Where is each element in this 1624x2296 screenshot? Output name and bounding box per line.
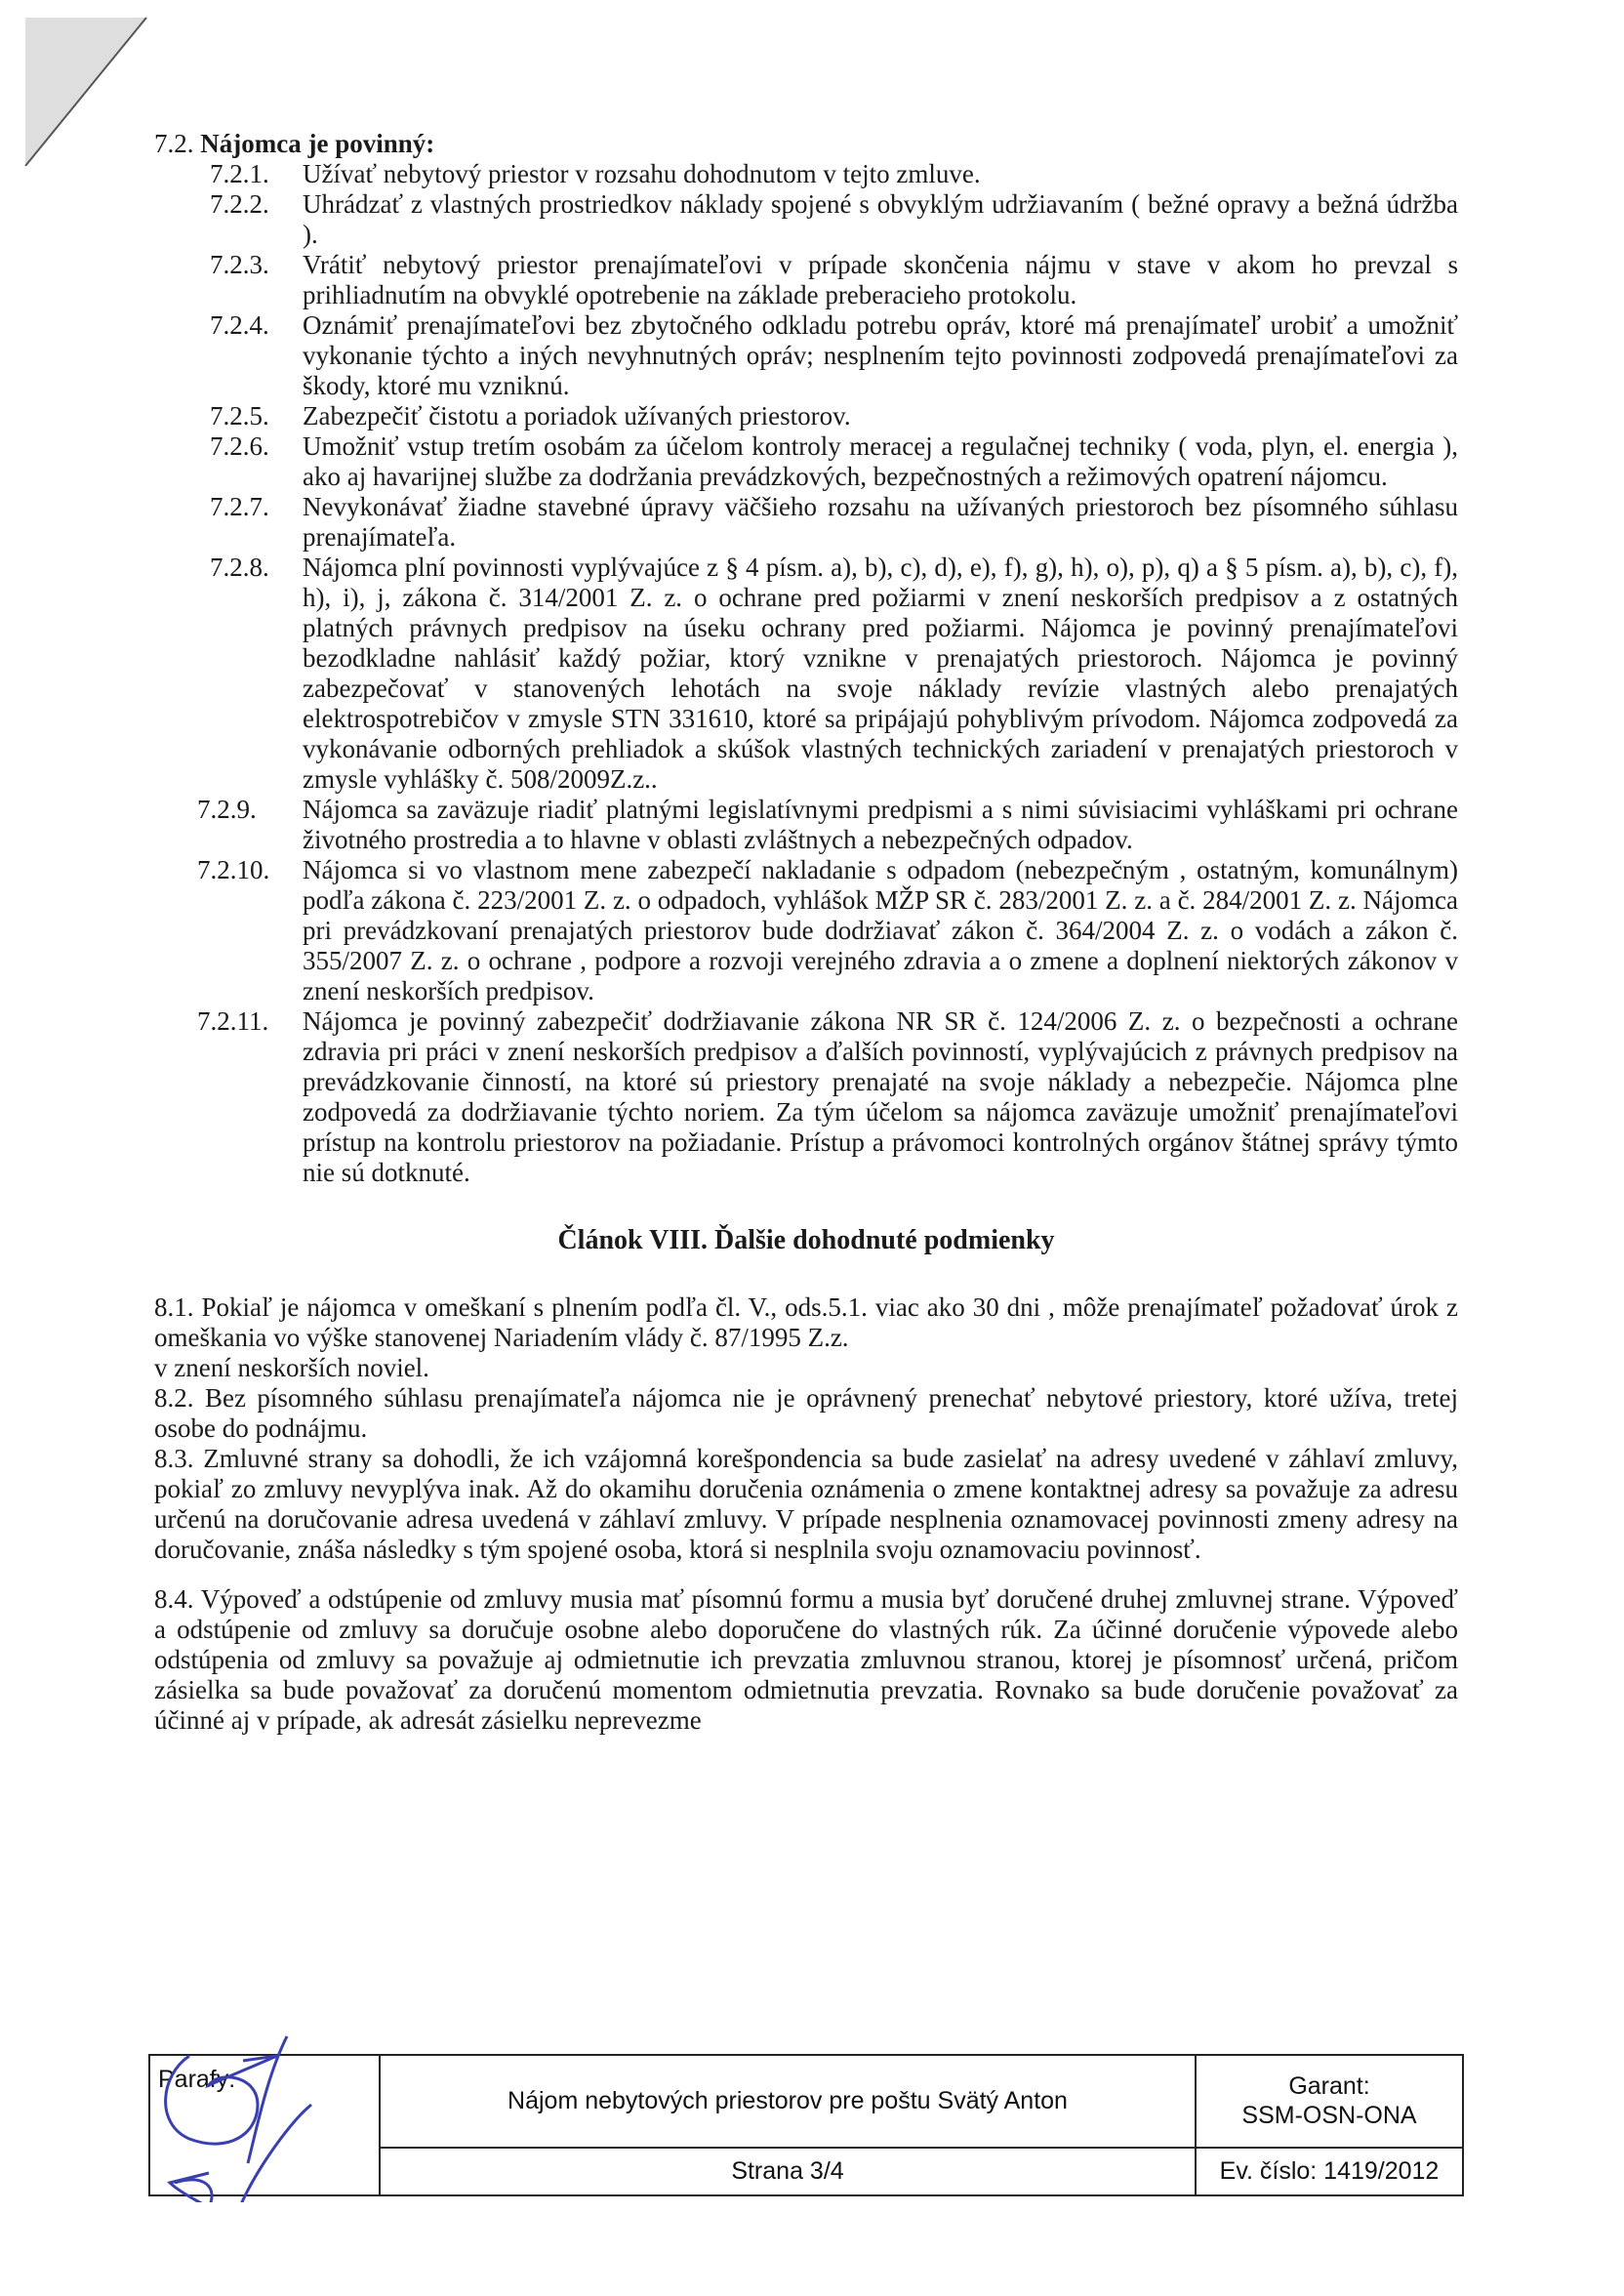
paragraph-gap [154,1565,1458,1584]
clause-text: Nevykonávať žiadne stavebné úpravy väčšieho rozsahu na užívaných priestoroch bez písomného súhlasu prenajímateľa. [303,492,1458,552]
initials-label: Parafy: [158,2066,236,2093]
page-number-cell: Strana 3/4 [380,2148,1196,2195]
paragraph-8-3: 8.3. Zmluvné strany sa dohodli, že ich vzájomná korešpondencia sa bude zasielať na adresy uvedené v záhlaví zmluvy, pokiaľ zo zmluvy nevyplýva inak. Až do okamihu doručenia oznámenia o zmene kontaktnej adresy sa považuje za adresu určenú na doručovanie adresa uvedená v záhlaví zmluvy. V prípade nesplnenia oznamovacej povinnosti zmeny adresy na doručovanie, znáša následky s tým spojené osoba, ktorá si nesplnila svoju oznamovaciu povinnosť. [154,1444,1458,1564]
document-page [154,129,1458,1736]
clause-text: Nájomca je povinný zabezpečiť dodržiavanie zákona NR SR č. 124/2006 Z. z. o bezpečnosti a ochrane zdravia pri práci v znení neskorších predpisov a ďalších povinností, vyplývajúcich z právnych predpisov na prevádzkovanie činností, na ktoré sú priestory prenajaté na svoje náklady a nebezpečie. Nájomca plne zodpovedá za dodržiavanie týchto noriem. Za tým účelom sa nájomca zaväzuje umožniť prenajímateľovi prístup na kontrolu priestorov na požiadanie. Prístup a právomoci kontrolných orgánov štátnej správy týmto nie sú dotknuté. [303,1006,1458,1187]
clause-number: 7.2.6. [210,431,269,461]
clause-number: 7.2.4. [210,310,269,340]
clause-text: Vrátiť nebytový priestor prenajímateľovi v prípade skončenia nájmu v stave v akom ho prevzal s prihliadnutím na obvyklé opotrebenie na základe preberacieho protokolu. [303,250,1458,309]
clause-number: 7.2.5. [210,401,269,430]
clause-7-2-5 [154,401,1458,431]
clause-text: Oznámiť prenajímateľovi bez zbytočného odkladu potrebu opráv, ktoré má prenajímateľ urobiť a umožniť vykonanie týchto a iných nevyhnutných opráv; nesplnením tejto povinnosti zodpovedá prenajímateľovi za škody, ktoré mu vzniknú. [303,310,1458,400]
clause-number: 7.2.2. [210,189,269,219]
clause-7-2-6 [154,431,1458,492]
clause-text: Zabezpečiť čistotu a poriadok užívaných priestorov. [303,401,851,430]
footer-table [148,2054,1464,2196]
paragraph-8-1: 8.1. Pokiaľ je nájomca v omeškaní s plnením podľa čl. V., ods.5.1. viac ako 30 dni , môže prenajímateľ požadovať úrok z omeškania vo výške stanovenej Nariadením vlády č. 87/1995 Z.z. v znení neskorších noviel. [154,1292,1458,1382]
clause-text: Uhrádzať z vlastných prostriedkov náklady spojené s obvyklým udržiavaním ( bežné opravy a bežná údržba ). [303,189,1458,249]
handwritten-initials-icon [150,2017,385,2202]
clause-text: Užívať nebytový priestor v rozsahu dohodnutom v tejto zmluve. [303,159,981,188]
paragraph-8-4: 8.4. Výpoveď a odstúpenie od zmluvy musia mať písomnú formu a musia byť doručené druhej zmluvnej strane. Výpoveď a odstúpenie od zmluvy sa doručuje osobne alebo doporučene do vlastných rúk. Za účinné doručenie výpovede alebo odstúpenia od zmluvy sa považuje aj odmietnutie ich prevzatia zmluvnou stranou, ktorej je písomnosť určená, pričom zásielka sa bude považovať za doručenú momentom odmietnutia prevzatia. Rovnako sa bude doručenie považovať za účinné aj v prípade, ak adresát zásielku neprevezme [154,1584,1458,1735]
clause-7-2-11 [154,1006,1458,1188]
clause-number: 7.2.8. [210,553,269,582]
clause-number: 7.2.10. [197,855,270,884]
clause-text: Nájomca si vo vlastnom mene zabezpečí nakladanie s odpadom (nebezpečným , ostatným, komunálnym) podľa zákona č. 223/2001 Z. z. o odpadoch, vyhlášok MŽP SR č. 283/2001 Z. z. a č. 284/2001 Z. z. Nájomca pri prevádzkovaní prenajatých priestorov bude dodržiavať zákon č. 364/2004 Z. z. o vodách a zákon č. 355/2007 Z. z. o ochrane , podpore a rozvoji verejného zdravia a o zmene a doplnení niektorých zákonov v znení neskorších predpisov. [303,855,1458,1005]
clause-number: 7.2.3. [210,250,269,279]
initials-cell [149,2055,380,2195]
clause-7-2-7 [154,492,1458,553]
clause-7-2-10 [154,855,1458,1006]
clause-7-2-3 [154,250,1458,310]
clause-7-2-4 [154,310,1458,401]
clause-7-2-8 [154,553,1458,795]
clause-number: 7.2.9. [197,795,257,824]
article-8-title: Článok VIII. Ďalšie dohodnuté podmienky [557,1225,1055,1255]
folded-corner-shadow [0,0,166,166]
clause-number: 7.2.7. [210,492,269,521]
clause-number: 7.2.11. [197,1006,269,1036]
clause-text: Nájomca plní povinnosti vyplývajúce z § 4 písm. a), b), c), d), e), f), g), h), o), p), q) a § 5 písm. a), b), c), f), h), i), j, zákona č. 314/2001 Z. z. o ochrane pred požiarmi v znení neskorších predpisov a z ostatných platných právnych predpisov na úseku ochrany pred požiarmi. Nájomca je povinný prenajímateľovi bezodkladne nahlásiť každý požiar, ktorý vznikne v prenajatých priestoroch. Nájomca je povinný zabezpečovať v stanovených lehotách na svoje náklady revízie vlastných alebo prenajatých elektrospotrebičov v zmysle STN 331610, ktoré sa pripájajú pohyblivým prívodom. Nájomca zodpovedá za vykonávanie odborných prehliadok a skúšok vlastných technických zariadení v prenajatých priestoroch v zmysle vyhlášky č. 508/2009Z.z.. [303,553,1458,794]
clause-7-2-1 [154,159,1458,189]
paragraph-8-2: 8.2. Bez písomného súhlasu prenajímateľa nájomca nie je oprávnený prenechať nebytové priestory, ktoré užíva, tretej osobe do podnájmu. [154,1383,1458,1443]
clause-number: 7.2.1. [210,159,269,188]
document-title-cell: Nájom nebytových priestorov pre poštu Svätý Anton [380,2055,1196,2148]
clause-text: Nájomca sa zaväzuje riadiť platnými legislatívnymi predpismi a s nimi súvisiacimi vyhláškami pri ochrane životného prostredia a to hlavne v oblasti zvláštnych a nebezpečných odpadov. [303,795,1458,854]
evidence-number-cell: Ev. číslo: 1419/2012 [1196,2148,1463,2195]
garant-cell: Garant: SSM-OSN-ONA [1196,2055,1463,2148]
clause-text: Umožniť vstup tretím osobám za účelom kontroly meracej a regulačnej techniky ( voda, plyn, el. energia ), ako aj havarijnej službe za dodržania prevádzkových, bezpečnostných a režimových opatrení nájomcu. [303,431,1458,491]
section-7-2-heading: 7.2. Nájomca je povinný: [154,129,435,158]
clause-7-2-2 [154,189,1458,250]
clause-7-2-9 [154,795,1458,855]
